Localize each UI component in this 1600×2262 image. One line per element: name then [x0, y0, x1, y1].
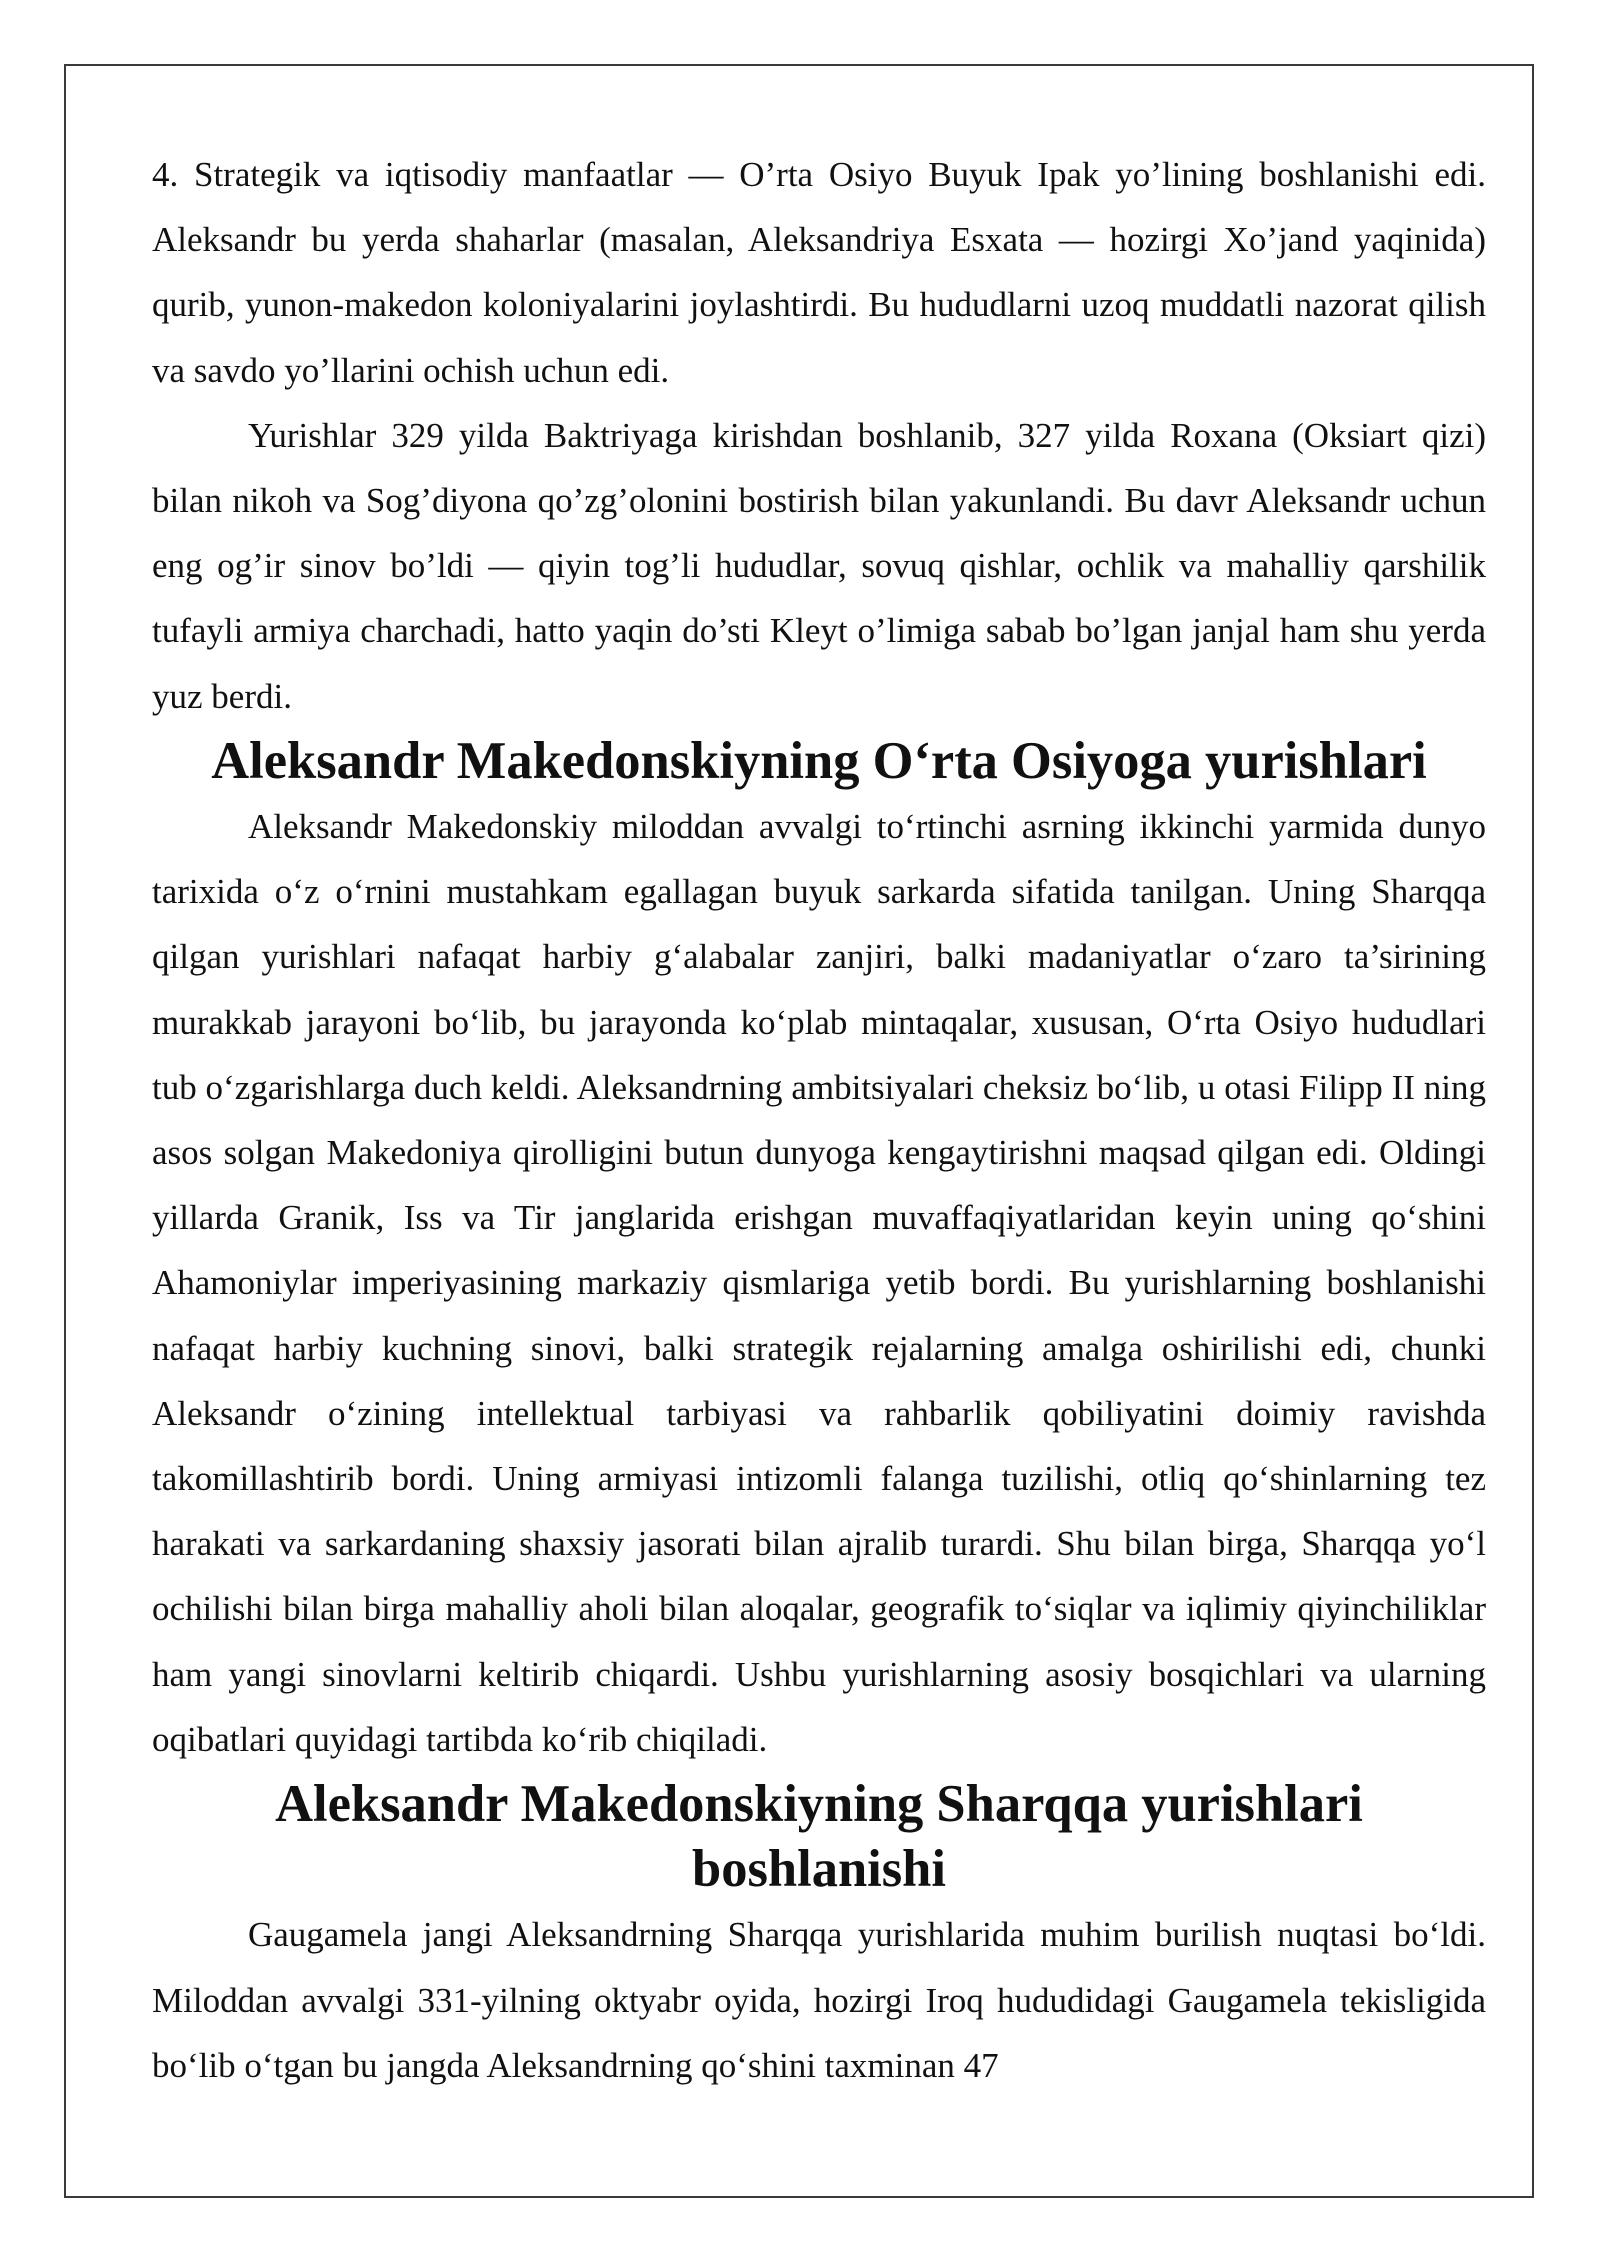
document-body: [152, 142, 1486, 2098]
paragraph-campaigns-summary: Yurishlar 329 yilda Baktriyaga kirishdan boshlanib, 327 yilda Roxana (Oksiart qizi) bilan nikoh va Sog’diyona qo’zg’olonini bostirish bilan yakunlandi. Bu davr Aleksandr uchun eng og’ir sinov bo’ldi — qiyin tog’li hududlar, sovuq qishlar, ochlik va mahalliy qarshilik tufayli armiya charchadi, hatto yaqin do’sti Kleyt o’limiga sabab bo’lgan janjal ham shu yerda yuz berdi.: [152, 415, 1486, 716]
section-heading-central-asia: Aleksandr Makedonskiyning O‘rta Osiyoga yurishlari: [211, 731, 1427, 790]
paragraph-strategic-interests: 4. Strategik va iqtisodiy manfaatlar — O’rta Osiyo Buyuk Ipak yo’lining boshlanishi edi. Aleksandr bu yerda shaharlar (masalan, Aleksandriya Esxata — hozirgi Xo’jand yaqinida) qurib, yunon-makedon koloniyalarini joylashtirdi. Bu hududlarni uzoq muddatli nazorat qilish va savdo yo’llarini ochish uchun edi.: [152, 155, 1486, 390]
section-heading-east-campaign-start: Aleksandr Makedonskiyning Sharqqa yurishlari boshlanishi: [275, 1775, 1363, 1899]
paragraph-gaugamela: Gaugamela jangi Aleksandrning Sharqqa yurishlarida muhim burilish nuqtasi bo‘ldi. Miloddan avvalgi 331-yilning oktyabr oyida, hozirgi Iroq hududidagi Gaugamela tekisligida bo‘lib o‘tgan bu jangda Aleksandrning qo‘shini taxminan 47: [152, 1915, 1486, 2085]
paragraph-alexander-intro: Aleksandr Makedonskiy miloddan avvalgi to‘rtinchi asrning ikkinchi yarmida dunyo tarixida o‘z o‘rnini mustahkam egallagan buyuk sarkarda sifatida tanilgan. Uning Sharqqa qilgan yurishlari nafaqat harbiy g‘alabalar zanjiri, balki madaniyatlar o‘zaro ta’sirining murakkab jarayoni bo‘lib, bu jarayonda ko‘plab mintaqalar, xususan, O‘rta Osiyo hududlari tub o‘zgarishlarga duch keldi. Aleksandrning ambitsiyalari cheksiz bo‘lib, u otasi Filipp II ning asos solgan Makedoniya qirolligini butun dunyoga kengaytirishni maqsad qilgan edi. Oldingi yillarda Granik, Iss va Tir janglarida erishgan muvaffaqiyatlaridan keyin uning qo‘shini Ahamoniylar imperiyasining markaziy qismlariga yetib bordi. Bu yurishlarning boshlanishi nafaqat harbiy kuchning sinovi, balki strategik rejalarning amalga oshirilishi edi, chunki Aleksandr o‘zining intellektual tarbiyasi va rahbarlik qobiliyatini doimiy ravishda takomillashtirib bordi. Uning armiyasi intizomli falanga tuzilishi, otliq qo‘shinlarning tez harakati va sarkardaning shaxsiy jasorati bilan ajralib turardi. Shu bilan birga, Sharqqa yo‘l ochilishi bilan birga mahalliy aholi bilan aloqalar, geografik to‘siqlar va iqlimiy qiyinchiliklar ham yangi sinovlarni keltirib chiqardi. Ushbu yurishlarning asosiy bosqichlari va ularning oqibatlari quyidagi tartibda ko‘rib chiqiladi.: [152, 807, 1486, 1759]
